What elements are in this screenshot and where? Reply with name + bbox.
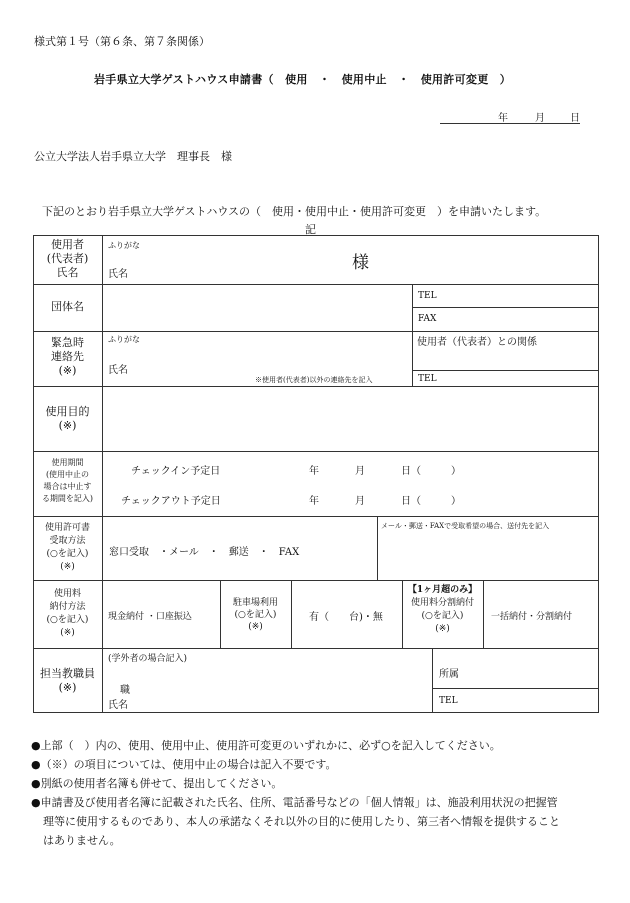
receipt-address-field[interactable]: [380, 533, 596, 578]
payment-label: 使用料 納付方法 (○を記入) (※): [46, 589, 89, 638]
group-fax-label: FAX: [418, 314, 437, 324]
date-month: 月: [535, 113, 545, 124]
addressee: 公立大学法人岩手県立大学 理事長 様: [34, 150, 232, 163]
staff-label: 担当教職員 (※): [40, 667, 95, 694]
emergency-tel-field[interactable]: [445, 372, 595, 385]
group-name-field[interactable]: [104, 286, 410, 330]
emergency-name-label: 氏名: [108, 365, 128, 376]
group-tel-label: TEL: [418, 291, 437, 301]
checkout-date-field[interactable]: [270, 488, 470, 508]
receipt-label: 使用許可書 受取方法 (○を記入) (※): [44, 523, 90, 572]
staff-tel-label: TEL: [439, 696, 458, 706]
staff-name-label: 氏名: [108, 700, 128, 711]
note-4-cont-2: はありません。: [43, 834, 121, 847]
note-3: ●別紙の使用者名簿も併せて、提出してください。: [31, 777, 283, 790]
emergency-relation-label: 使用者（代表者）との関係: [417, 337, 537, 348]
checkin-year: 年: [309, 466, 319, 477]
form-title: 岩手県立大学ゲストハウス申請書（ 使用 ・ 使用中止 ・ 使用許可変更 ）: [94, 73, 512, 86]
note-4: ●申請書及び使用者名簿に記載された氏名、住所、電話番号などの「個人情報」は、施設利用状況の把握管: [31, 796, 558, 809]
intro-text: 下記のとおり岩手県立大学ゲストハウスの（ 使用・使用中止・使用許可変更 ）を申請いたします。: [42, 205, 547, 218]
parking-label: 駐車場利用 (○を記入) (※): [232, 598, 278, 632]
applicant-name-label: 氏名: [108, 269, 128, 280]
emergency-furigana-label: ふりがな: [108, 335, 140, 344]
date-underline: [440, 123, 580, 124]
payment-methods[interactable]: 現金納付 ・口座振込: [108, 612, 192, 622]
applicant-label: 使用者 (代表者) 氏名: [46, 238, 89, 279]
note-2: ●（※）の項目については、使用中止の場合は記入不要です。: [31, 758, 337, 771]
staff-name-field[interactable]: [140, 666, 428, 710]
staff-note: (学外者の場合記入): [108, 654, 188, 664]
checkout-label: チェックアウト予定日: [121, 496, 221, 507]
parking-value[interactable]: 有（ 台)・無: [309, 612, 383, 623]
emergency-name-field[interactable]: [140, 334, 408, 372]
checkout-day: 日（ ）: [401, 496, 461, 507]
checkin-day: 日（ ）: [401, 466, 461, 477]
period-label: 使用期間 (使用中止の 場合は中止す る期間を記入): [41, 458, 94, 503]
staff-tel-field[interactable]: [470, 690, 596, 711]
applicant-sama: 様: [352, 253, 369, 273]
staff-affiliation-field[interactable]: [470, 651, 596, 686]
staff-position-label: 職: [120, 685, 130, 696]
note-1: ●上部（ ）内の、使用、使用中止、使用許可変更のいずれかに、必ず○を記入してください。: [31, 739, 501, 752]
purpose-label: 使用目的 (※): [45, 405, 90, 432]
note-4-cont-1: 理等に使用するものであり、本人の承諾なくそれ以外の目的に使用したり、第三者へ情報を提供すること: [43, 815, 560, 828]
purpose-field[interactable]: [104, 388, 596, 449]
checkin-label: チェックイン予定日: [131, 466, 221, 477]
emergency-tel-label: TEL: [418, 374, 437, 384]
split-value[interactable]: 一括納付・分割納付: [491, 612, 573, 622]
ki-label: 記: [305, 223, 316, 236]
form-number: 様式第１号（第６条、第７条関係）: [34, 35, 210, 48]
checkin-month: 月: [355, 466, 365, 477]
checkout-year: 年: [309, 496, 319, 507]
date-year: 年: [498, 113, 508, 124]
group-fax-field[interactable]: [445, 310, 595, 329]
group-tel-field[interactable]: [445, 287, 595, 305]
emergency-note: ※使用者(代表者)以外の連絡先を記入: [255, 376, 373, 384]
emergency-label: 緊急時 連絡先 (※): [51, 336, 84, 377]
staff-affiliation-label: 所属: [439, 669, 459, 680]
checkin-date-field[interactable]: [270, 458, 470, 478]
applicant-furigana-label: ふりがな: [108, 241, 140, 250]
receipt-note: メール・郵送・FAXで受取希望の場合、送付先を記入: [381, 522, 550, 530]
checkout-month: 月: [355, 496, 365, 507]
date-day: 日: [570, 113, 580, 124]
split-label: 【1ヶ月超のみ】 使用料分割納付 (○を記入) (※): [407, 585, 478, 634]
group-label: 団体名: [51, 300, 84, 313]
receipt-options[interactable]: 窓口受取 ・メール ・ 郵送 ・ FAX: [109, 547, 300, 558]
